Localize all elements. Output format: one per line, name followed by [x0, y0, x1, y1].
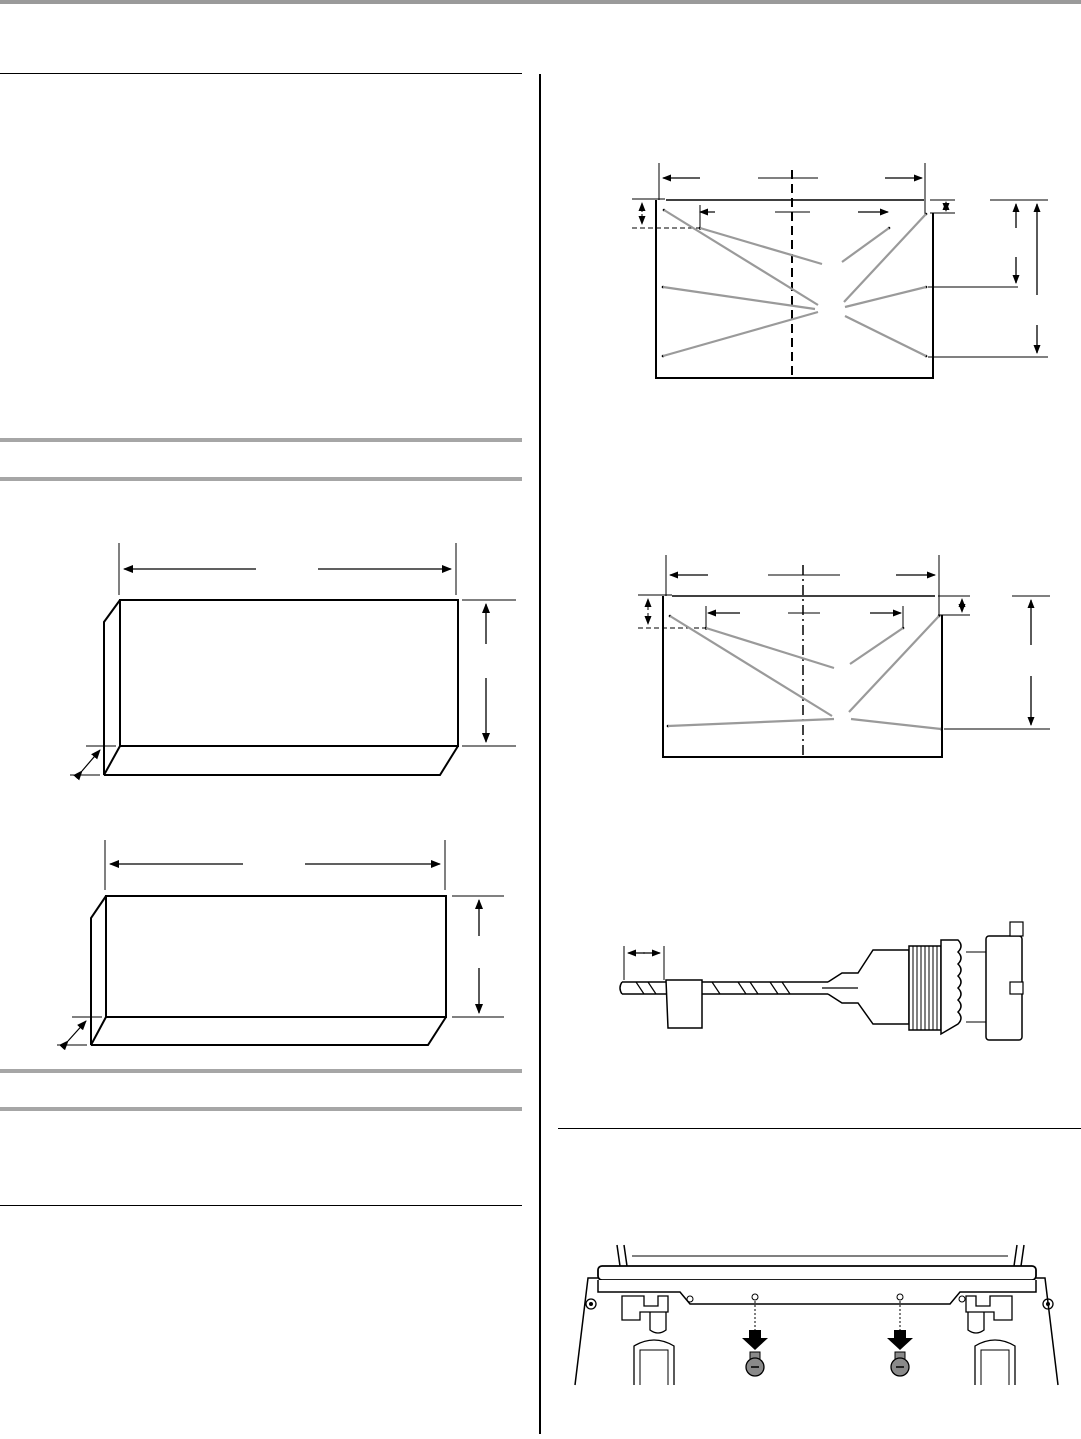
screw-arrow-left: [742, 1330, 768, 1350]
mounting-bar: [598, 1266, 1036, 1280]
screw-arrow-right: [887, 1330, 913, 1350]
